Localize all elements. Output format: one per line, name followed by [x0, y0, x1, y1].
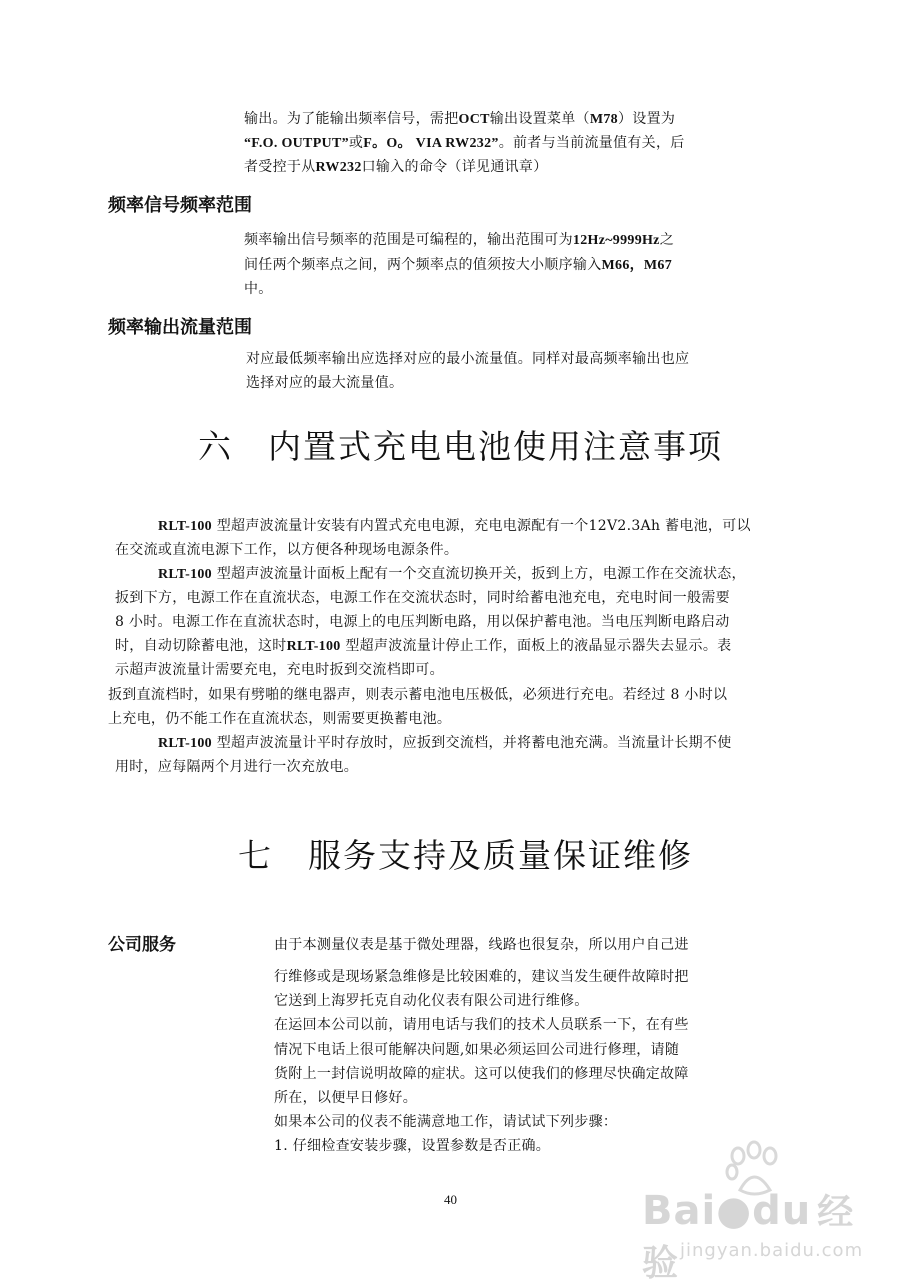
chapter6-title: 六 内置式充电电池使用注意事项 [198, 427, 723, 466]
para1-line2: “F.O. OUTPUT”或F。O。 VIA RW232”。前者与当前流量值有关，后 [244, 135, 685, 151]
ch6-p2-line5: 示超声波流量计需要充电，充电时扳到交流档即可。 [115, 662, 444, 678]
flow-range-heading: 频率输出流量范围 [108, 317, 252, 338]
para1-line1: 输出。为了能输出频率信号，需把OCT输出设置菜单（M78）设置为 [244, 111, 676, 127]
ch7-line: 它送到上海罗托克自动化仪表有限公司进行维修。 [274, 993, 589, 1009]
ch6-p2-line3: 8 小时。电源工作在直流状态时，电源上的电压判断电路，用以保护蓄电池。当电压判断电路启动 [115, 614, 730, 630]
paw-icon: ● [716, 1188, 753, 1234]
company-service-label: 公司服务 [108, 935, 176, 955]
ch7-line: 行维修或是现场紧急维修是比较困难的，建议当发生硬件故障时把 [274, 969, 689, 985]
ch7-line: 货附上一封信说明故障的症状。这可以使我们的修理尽快确定故障 [274, 1066, 689, 1082]
ch7-line: 情况下电话上很可能解决问题,如果必须运回公司进行修理，请随 [274, 1042, 680, 1058]
ch6-p2-line2: 扳到下方，电源工作在直流状态，电源工作在交流状态时，同时给蓄电池充电，充电时间一般需要 [115, 590, 730, 606]
freq-range-line1: 频率输出信号频率的范围是可编程的，输出范围可为12Hz~9999Hz之 [244, 232, 675, 248]
ch7-line: 由于本测量仪表是基于微处理器，线路也很复杂，所以用户自己进 [274, 937, 689, 953]
freq-range-line3: 中。 [244, 281, 273, 297]
freq-range-line2: 间任两个频率点之间，两个频率点的值须按大小顺序输入M66，M67 [244, 257, 673, 273]
ch6-p2-line4: 时，自动切除蓄电池，这时RLT-100 型超声波流量计停止工作，面板上的液晶显示器失去显示。表 [115, 638, 732, 654]
flow-range-line2: 选择对应的最大流量值。 [246, 375, 404, 391]
ch7-line: 1. 仔细检查安装步骤，设置参数是否正确。 [274, 1138, 551, 1154]
para1-line3: 者受控于从RW232口输入的命令（详见通讯章） [244, 159, 548, 175]
watermark-brand: Bai●du 经验 [642, 1188, 855, 1284]
ch7-line: 在运回本公司以前，请用电话与我们的技术人员联系一下，在有些 [274, 1017, 689, 1033]
flow-range-line1: 对应最低频率输出应选择对应的最小流量值。同样对最高频率输出也应 [246, 351, 690, 367]
chapter7-title: 七 服务支持及质量保证维修 [238, 836, 693, 875]
ch7-line: 所在，以便早日修好。 [274, 1090, 417, 1106]
ch6-p4-line1: RLT-100 型超声波流量计平时存放时，应扳到交流档，并将蓄电池充满。当流量计长期不使 [158, 735, 732, 751]
ch6-p3-line2: 上充电，仍不能工作在直流状态，则需要更换蓄电池。 [108, 711, 452, 727]
ch6-p3-line1: 扳到直流档时，如果有劈啪的继电器声，则表示蓄电池电压极低，必须进行充电。若经过 8 小时以 [108, 687, 728, 703]
watermark-url: jingyan.baidu.com [680, 1240, 864, 1261]
page-number: 40 [444, 1192, 457, 1207]
ch7-line: 如果本公司的仪表不能满意地工作，请试试下列步骤： [274, 1114, 618, 1130]
ch6-p4-line2: 用时，应每隔两个月进行一次充放电。 [115, 759, 359, 775]
freq-range-heading: 频率信号频率范围 [108, 195, 252, 216]
ch6-p2-line1: RLT-100 型超声波流量计面板上配有一个交直流切换开关，扳到上方，电源工作在交流状态， [158, 566, 746, 582]
ch6-p1-line1: RLT-100 型超声波流量计安装有内置式充电电源，充电电源配有一个12V2.3Ah 蓄电池，可以 [158, 518, 751, 534]
baidu-watermark [640, 1140, 880, 1284]
ch6-p1-line2: 在交流或直流电源下工作，以方便各种现场电源条件。 [115, 542, 459, 558]
